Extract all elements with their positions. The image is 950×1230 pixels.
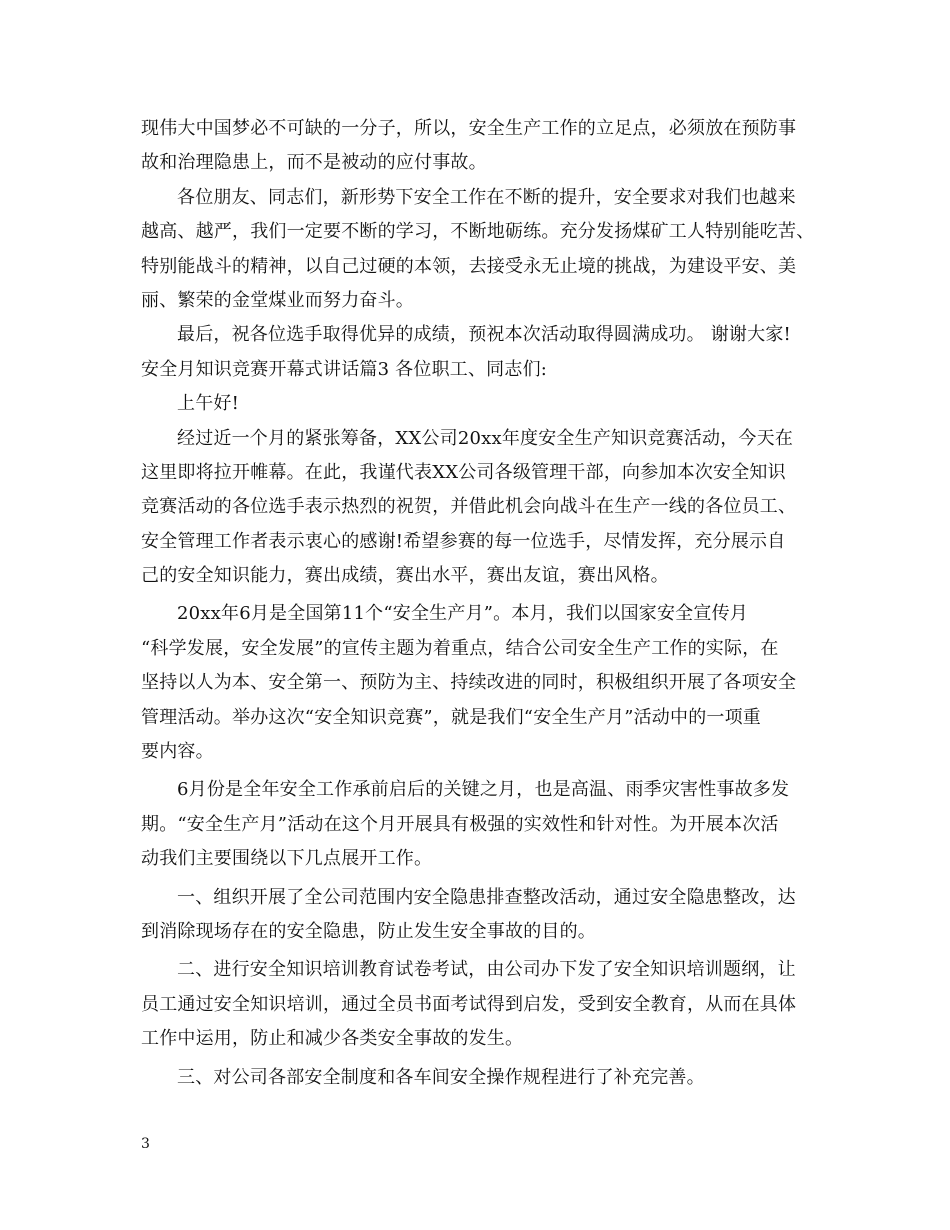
- text-line: 动我们主要围绕以下几点展开工作。: [141, 848, 433, 870]
- text-line: 各位朋友、同志们，新形势下安全工作在不断的提升，安全要求对我们也越来: [177, 186, 796, 208]
- text-line: 特别能战斗的精神，以自己过硬的本领，去接受永无止境的挑战，为建设平安、美: [141, 255, 797, 277]
- text-line: 6月份是全年安全工作承前启后的关键之月，也是高温、雨季灾害性事故多发: [177, 779, 790, 801]
- text-line: 最后，祝各位选手取得优异的成绩，预祝本次活动取得圆满成功。 谢谢大家!: [177, 324, 791, 346]
- text-line: 期。“安全生产月”活动在这个月开展具有极强的实效性和针对性。为开展本次活: [141, 813, 779, 835]
- text-line: 竞赛活动的各位选手表示热烈的祝贺，并借此机会向战斗在生产一线的各位员工、: [141, 496, 797, 518]
- text-line: 三、对公司各部安全制度和各车间安全操作规程进行了补充完善。: [177, 1066, 705, 1088]
- section-heading: 安全月知识竞赛开幕式讲话篇3 各位职工、同志们:: [141, 358, 548, 380]
- text-line: 现伟大中国梦必不可缺的一分子，所以，安全生产工作的立足点，必须放在预防事: [141, 118, 797, 139]
- text-line: 经过近一个月的紧张筹备，XX公司20xx年度安全生产知识竞赛活动，今天在: [177, 427, 794, 449]
- text-line: 这里即将拉开帷幕。在此，我谨代表XX公司各级管理干部，向参加本次安全知识: [141, 461, 786, 483]
- text-line: 二、进行安全知识培训教育试卷考试，由公司办下发了安全知识培训题纲，让: [177, 959, 796, 981]
- document-body: [141, 112, 817, 1095]
- text-line: 越高、越严，我们一定要不断的学习，不断地砺练。充分发扬煤矿工人特别能吃苦、: [141, 221, 815, 243]
- greeting: 上午好!: [177, 393, 240, 415]
- text-line: 安全管理工作者表示衷心的感谢!希望参赛的每一位选手，尽情发挥，充分展示自: [141, 530, 786, 552]
- text-line: 丽、繁荣的金堂煤业而努力奋斗。: [141, 289, 414, 311]
- text-line: 20xx年6月是全国第11个“安全生产月”。本月，我们以国家安全宣传月: [177, 603, 748, 625]
- text-line: 要内容。: [141, 741, 214, 763]
- text-line: 坚持以人为本、安全第一、预防为主、持续改进的同时，积极组织开展了各项安全: [141, 672, 797, 694]
- text-line: “科学发展，安全发展”的宣传主题为着重点，结合公司安全生产工作的实际，在: [141, 637, 779, 659]
- text-line: 管理活动。举办这次“安全知识竞赛”，就是我们“安全生产月”活动中的一项重: [141, 706, 762, 728]
- text-line: 工作中运用，防止和减少各类安全事故的发生。: [141, 1028, 524, 1050]
- text-line: 到消除现场存在的安全隐患，防止发生安全事故的目的。: [141, 920, 596, 942]
- text-line: 故和治理隐患上，而不是被动的应付事故。: [141, 152, 487, 174]
- text-line: 员工通过安全知识培训，通过全员书面考试得到启发，受到安全教育，从而在具体: [141, 993, 797, 1015]
- text-line: 己的安全知识能力，赛出成绩，赛出水平，赛出友谊，赛出风格。: [141, 565, 669, 587]
- page-number: 3: [141, 1136, 150, 1152]
- text-line: 一、组织开展了全公司范围内安全隐患排查整改活动，通过安全隐患整改，达: [177, 886, 796, 908]
